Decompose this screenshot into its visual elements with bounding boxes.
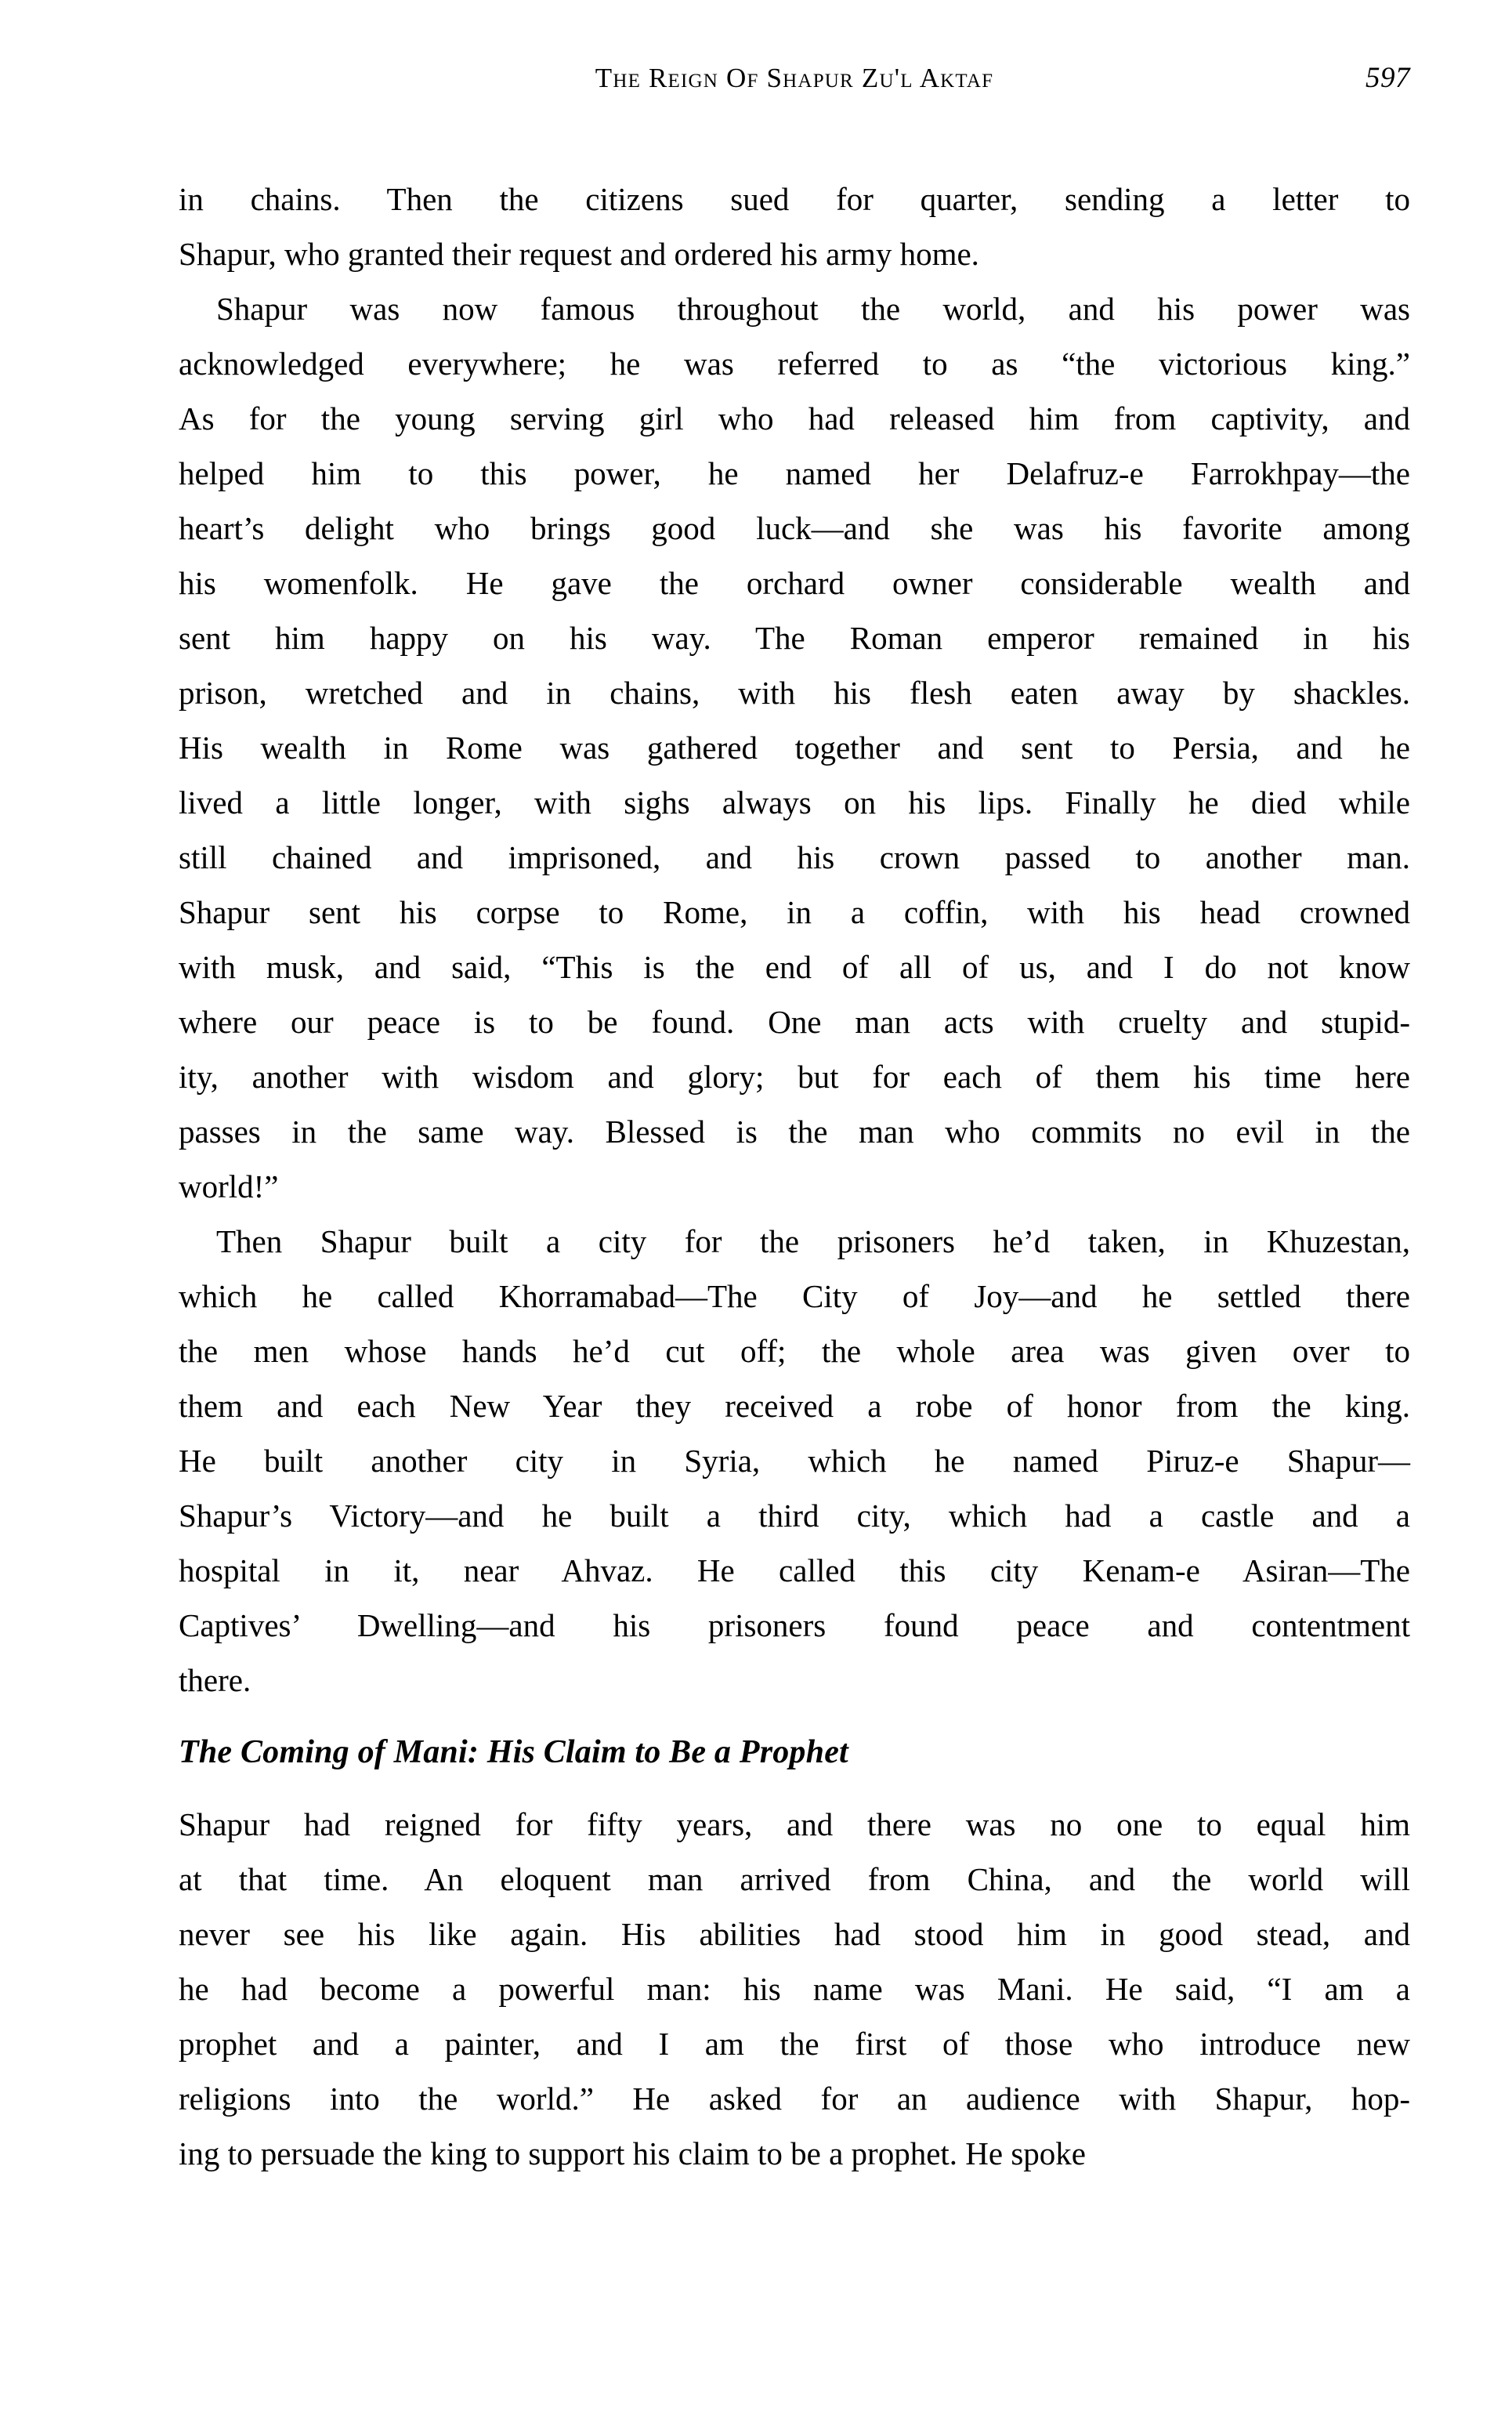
- text-line: heart’s delight who brings good luck—and she was his favorite among: [179, 510, 1410, 546]
- para-continued: [179, 172, 1410, 281]
- page-number: 597: [1366, 62, 1410, 94]
- text-line: never see his like again. His abilities had stood him in good stead, and: [179, 1916, 1410, 1952]
- para-shapur-famous: [179, 281, 1410, 1214]
- text-line: which he called Khorramabad—The City of Joy—and he settled there: [179, 1278, 1410, 1314]
- text-line: at that time. An eloquent man arrived from China, and the world will: [179, 1861, 1410, 1897]
- text-line: ing to persuade the king to support his claim to be a prophet. He spoke: [179, 2135, 1087, 2171]
- text-line: religions into the world.” He asked for an audience with Shapur, hop-: [179, 2081, 1410, 2117]
- section-heading: The Coming of Mani: His Claim to Be a Prophet: [179, 1734, 848, 1770]
- text-line: Shapur was now famous throughout the world, and his power was: [216, 291, 1410, 327]
- text-line: world!”: [179, 1168, 279, 1204]
- text-line: passes in the same way. Blessed is the man who commits no evil in the: [179, 1114, 1410, 1150]
- text-line: the men whose hands he’d cut off; the whole area was given over to: [179, 1333, 1410, 1369]
- para-mani: [179, 1797, 1410, 2181]
- text-line: his womenfolk. He gave the orchard owner considerable wealth and: [179, 565, 1410, 601]
- text-line: Shapur sent his corpse to Rome, in a coffin, with his head crowned: [179, 894, 1410, 930]
- text-line: hospital in it, near Ahvaz. He called this city Kenam-e Asiran—The: [179, 1552, 1410, 1588]
- para-khorramabad: [179, 1214, 1410, 1708]
- text-line: Then Shapur built a city for the prisoners he’d taken, in Khuzestan,: [216, 1223, 1410, 1259]
- text-line: helped him to this power, he named her Delafruz-e Farrokhpay—the: [179, 455, 1410, 491]
- text-line: where our peace is to be found. One man acts with cruelty and stupid-: [179, 1004, 1410, 1040]
- text-line: acknowledged everywhere; he was referred to as “the victorious king.”: [179, 346, 1410, 382]
- text-line: still chained and imprisoned, and his crown passed to another man.: [179, 839, 1410, 875]
- text-line: in chains. Then the citizens sued for quarter, sending a letter to: [179, 181, 1410, 217]
- text-line: sent him happy on his way. The Roman emperor remained in his: [179, 620, 1410, 656]
- text-line: with musk, and said, “This is the end of all of us, and I do not know: [179, 949, 1410, 985]
- text-line: He built another city in Syria, which he named Piruz-e Shapur—: [179, 1443, 1410, 1479]
- text-line: prison, wretched and in chains, with his flesh eaten away by shackles.: [179, 675, 1410, 711]
- text-line: he had become a powerful man: his name was Mani. He said, “I am a: [179, 1971, 1410, 2007]
- text-line: Shapur, who granted their request and ordered his army home.: [179, 236, 979, 272]
- running-head: [179, 56, 1410, 100]
- text-line: Shapur had reigned for fifty years, and there was no one to equal him: [179, 1806, 1410, 1842]
- text-line: lived a little longer, with sighs always on his lips. Finally he died while: [179, 784, 1410, 820]
- text-line: As for the young serving girl who had released him from captivity, and: [179, 400, 1410, 436]
- text-line: there.: [179, 1662, 251, 1698]
- text-line: Shapur’s Victory—and he built a third city, which had a castle and a: [179, 1498, 1410, 1534]
- text-column: [179, 172, 1410, 2181]
- text-line: His wealth in Rome was gathered together and sent to Persia, and he: [179, 730, 1410, 766]
- text-line: prophet and a painter, and I am the first of those who introduce new: [179, 2026, 1410, 2062]
- running-head-title: The Reign Of Shapur Zu'l Aktaf: [595, 63, 994, 93]
- text-line: Captives’ Dwelling—and his prisoners found peace and contentment: [179, 1607, 1410, 1643]
- text-line: ity, another with wisdom and glory; but for each of them his time here: [179, 1059, 1410, 1095]
- text-line: them and each New Year they received a robe of honor from the king.: [179, 1388, 1410, 1424]
